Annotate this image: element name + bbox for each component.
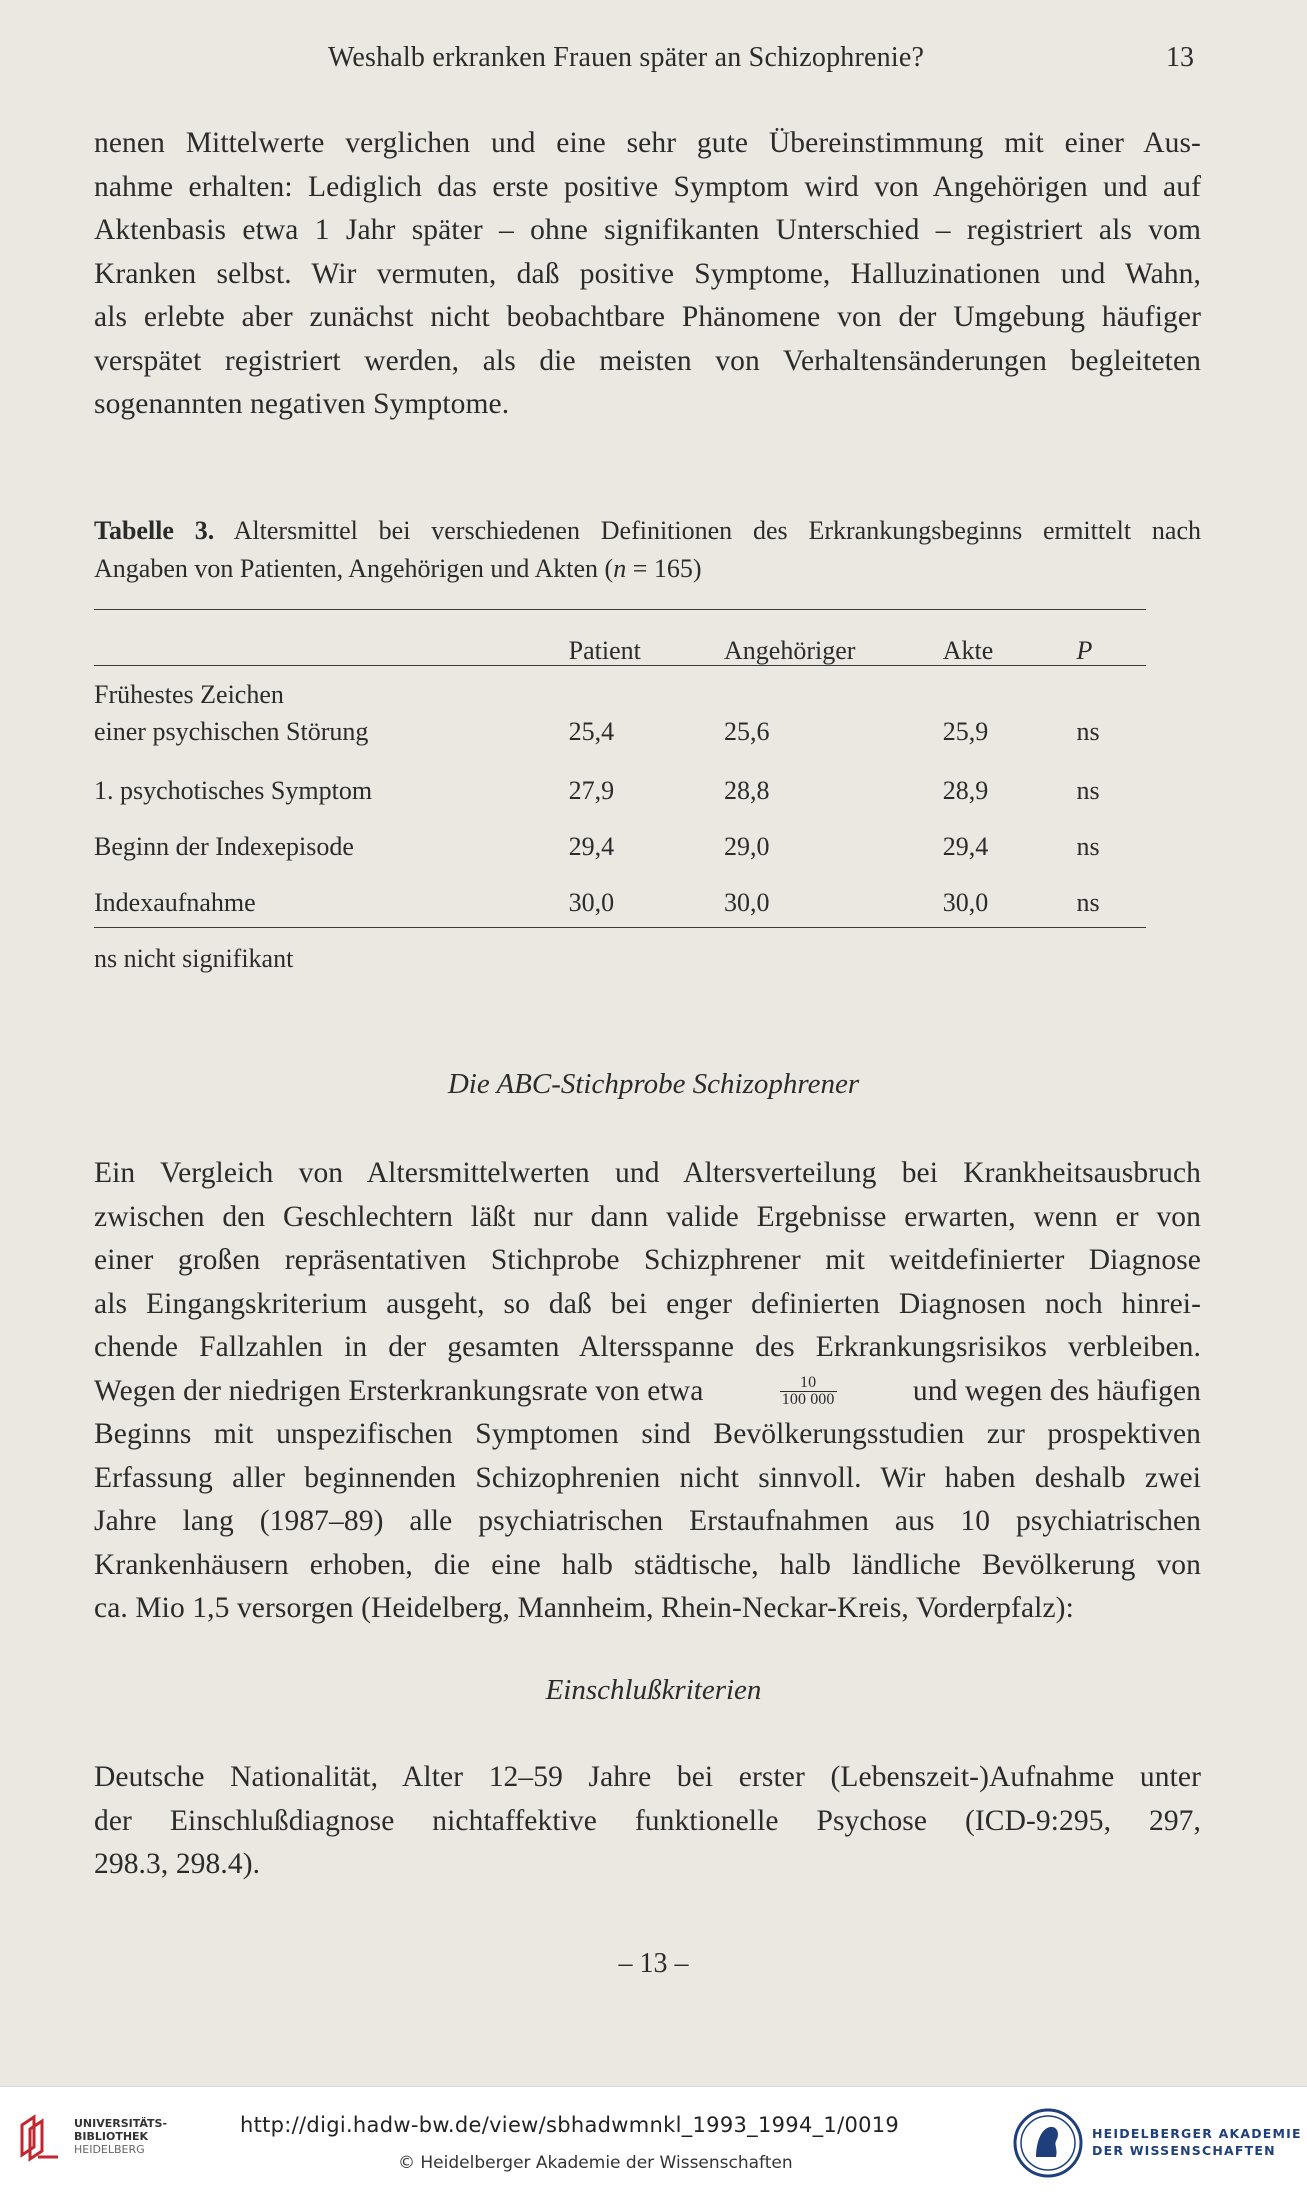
text-segment: und wegen des häufigen xyxy=(912,1374,1201,1407)
cell-patient: 25,4 xyxy=(568,717,615,746)
library-line: BIBLIOTHEK xyxy=(74,2130,149,2143)
age-table xyxy=(94,608,1146,918)
table-row xyxy=(94,806,1146,862)
text-line: Aktenbasis etwa 1 Jahr später – ohne signifikanten Unterschied – registriert als vom xyxy=(94,214,1201,246)
text-segment: Wegen der niedrigen Ersterkrankungsrate von etwa xyxy=(94,1374,704,1407)
permalink-url[interactable]: http://digi.hadw-bw.de/view/sbhadwmnkl_1993_1994_1/0019 xyxy=(240,2113,900,2137)
row-label: Beginn der Indexepisode xyxy=(94,832,354,861)
table-header-row xyxy=(94,608,1146,666)
text-line: der Einschlußdiagnose nichtaffektive funktionelle Psychose (ICD-9:295, 297, xyxy=(94,1804,1201,1837)
academy-line: HEIDELBERGER AKADEMIE xyxy=(1092,2126,1302,2141)
cell-angehoeriger: 29,0 xyxy=(724,832,770,861)
text-line: Beginns mit unspezifischen Symptomen sind Bevölkerungsstudien zur prospektiven xyxy=(94,1418,1201,1450)
table-row xyxy=(94,862,1146,918)
digitization-banner xyxy=(0,2086,1307,2196)
row-label xyxy=(94,666,539,750)
text-line: Erfassung aller beginnenden Schizophrenien nicht sinnvoll. Wir haben deshalb zwei xyxy=(94,1461,1201,1494)
text-line: als erlebte aber zunächst nicht beobachtbare Phänomene von der Umgebung häufiger xyxy=(94,301,1201,333)
university-library-logo-icon xyxy=(14,2111,66,2163)
header-empty xyxy=(94,608,539,666)
header-patient: Patient xyxy=(568,636,641,665)
text-line: chende Fallzahlen in der gesamten Altersspanne des Erkrankungsrisikos verbleiben. xyxy=(94,1331,1201,1363)
cell-akte: 25,9 xyxy=(942,717,989,746)
text-line: Ein Vergleich von Altersmittelwerten und Altersverteilung bei Krankheitsausbruch xyxy=(94,1157,1201,1189)
table-bottom-rule xyxy=(94,927,1146,928)
library-line: HEIDELBERG xyxy=(74,2143,145,2156)
table-footnote: ns nicht signifikant xyxy=(94,944,294,973)
caption-text: Altersmittel bei verschiedenen Definitionen des Erkrankungsbeginns ermittelt nach xyxy=(233,516,1201,545)
paragraph-intro xyxy=(94,122,1201,427)
table-caption xyxy=(94,512,1201,588)
page-number-bottom: – 13 – xyxy=(618,1948,689,1979)
cell-angehoeriger: 30,0 xyxy=(724,888,770,917)
text-line: einer großen repräsentativen Stichprobe Schizphrener mit weitdefinierter Diagnose xyxy=(94,1244,1201,1276)
caption-line xyxy=(94,512,1201,550)
cell-angehoeriger: 28,8 xyxy=(724,776,770,805)
text-line: nenen Mittelwerte verglichen und eine sehr gute Übereinstimmung mit einer Aus- xyxy=(94,127,1201,159)
text-line: Kranken selbst. Wir vermuten, daß positive Symptome, Halluzinationen und Wahn, xyxy=(94,257,1201,290)
cell-akte: 28,9 xyxy=(942,776,989,805)
academy-line: DER WISSENSCHAFTEN xyxy=(1092,2143,1276,2158)
header-angehoeriger: Angehöriger xyxy=(724,636,856,665)
fraction-denominator: 100 000 xyxy=(781,1390,835,1408)
caption-text: = 165) xyxy=(626,554,702,583)
cell-angehoeriger: 25,6 xyxy=(724,717,770,746)
cell-akte: 30,0 xyxy=(942,888,989,917)
header-p: P xyxy=(1076,636,1093,665)
paragraph-sample xyxy=(94,1152,1201,1631)
table-row xyxy=(94,750,1146,806)
text-line: 298.3, 298.4). xyxy=(94,1848,261,1880)
running-head: Weshalb erkranken Frauen später an Schizophrenie? xyxy=(328,42,925,73)
caption-line xyxy=(94,550,1201,588)
text-line: Jahre lang (1987–89) alle psychiatrischen Erstaufnahmen aus 10 psychiatrischen xyxy=(94,1505,1201,1537)
cell-patient: 30,0 xyxy=(568,888,615,917)
text-line: ca. Mio 1,5 versorgen (Heidelberg, Mannheim, Rhein-Neckar-Kreis, Vorderpfalz): xyxy=(94,1592,1074,1624)
row-label: Indexaufnahme xyxy=(94,888,256,917)
cell-patient: 27,9 xyxy=(568,776,615,805)
text-line: verspätet registriert werden, als die meisten von Verhaltensänderungen begleiteten xyxy=(94,344,1201,377)
paragraph-criteria xyxy=(94,1756,1201,1887)
fraction-numerator: 10 xyxy=(780,1375,837,1392)
text-line: zwischen den Geschlechtern läßt nur dann valide Ergebnisse erwarten, wenn er von xyxy=(94,1200,1201,1233)
caption-label: Tabelle 3. xyxy=(94,516,215,545)
text-line: Deutsche Nationalität, Alter 12–59 Jahre bei erster (Lebenszeit-)Aufnahme unter xyxy=(94,1761,1201,1793)
table-row xyxy=(94,666,1146,750)
row-label: 1. psychotisches Symptom xyxy=(94,776,373,805)
page-number-top: 13 xyxy=(1166,42,1194,73)
cell-p: ns xyxy=(1076,776,1100,805)
fraction xyxy=(780,1375,837,1408)
text-line-fraction xyxy=(94,1370,1201,1414)
academy-seal-icon xyxy=(1012,2107,1084,2179)
university-library-name xyxy=(74,2117,167,2156)
row-label-line: Frühestes Zeichen xyxy=(94,680,284,709)
cell-patient: 29,4 xyxy=(568,832,615,861)
copyright-notice: © Heidelberger Akademie der Wissenschaften xyxy=(398,2153,793,2173)
text-line: Krankenhäusern erhoben, die eine halb städtische, halb ländliche Bevölkerung von xyxy=(94,1548,1201,1581)
text-line: als Eingangskriterium ausgeht, so daß bei enger definierten Diagnosen noch hinrei- xyxy=(94,1287,1201,1320)
academy-name xyxy=(1092,2125,1302,2159)
caption-text: Angaben von Patienten, Angehörigen und Akten ( xyxy=(94,554,614,583)
header-akte: Akte xyxy=(942,636,994,665)
cell-p: ns xyxy=(1076,832,1100,861)
section-title: Einschlußkriterien xyxy=(545,1674,762,1706)
text-line: nahme erhalten: Lediglich das erste positive Symptom wird von Angehörigen und auf xyxy=(94,170,1201,203)
library-line: UNIVERSITÄTS- xyxy=(74,2117,168,2130)
cell-p: ns xyxy=(1076,888,1100,917)
row-label-line: einer psychischen Störung xyxy=(94,717,369,746)
cell-akte: 29,4 xyxy=(942,832,989,861)
caption-n: n xyxy=(613,554,627,583)
section-title: Die ABC-Stichprobe Schizophrener xyxy=(447,1068,860,1100)
text-line: sogenannten negativen Symptome. xyxy=(94,388,510,420)
cell-p: ns xyxy=(1076,717,1100,746)
